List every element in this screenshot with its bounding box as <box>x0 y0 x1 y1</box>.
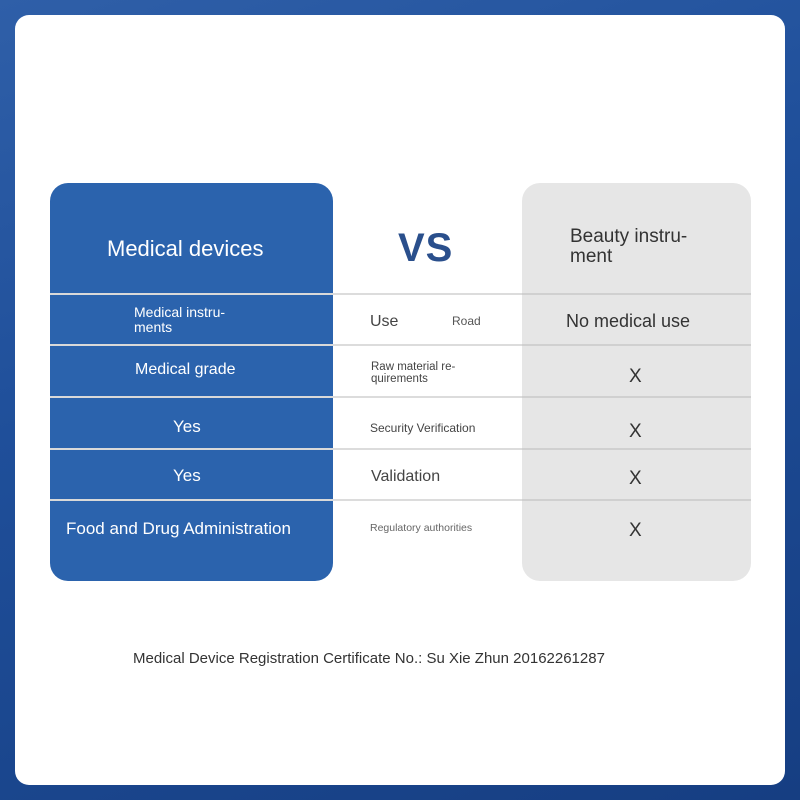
right-row-1: No medical use <box>566 311 691 331</box>
beauty-instrument-column <box>522 183 751 581</box>
left-row-1-line1: Medical instru- <box>134 304 226 320</box>
beauty-instrument-header <box>570 227 687 267</box>
row-divider <box>50 344 333 346</box>
right-row-3: X <box>629 421 642 442</box>
right-row-4: X <box>629 468 642 489</box>
beauty-header-line1: Beauty instru- <box>570 226 688 247</box>
vs-label: VS <box>398 226 454 270</box>
middle-row-3-label: Security Verification <box>370 421 476 435</box>
left-row-4: Yes <box>173 466 201 485</box>
row-divider <box>333 293 522 295</box>
registration-certificate-text: Medical Device Registration Certificate No.: Su Xie Zhun 20162261287 <box>133 650 605 667</box>
row-divider <box>333 499 522 501</box>
row-divider <box>333 344 522 346</box>
row-divider <box>522 448 751 450</box>
middle-row-4-label: Validation <box>371 468 441 485</box>
medical-devices-column <box>50 183 333 581</box>
row-divider <box>50 499 333 501</box>
middle-row-5-label: Regulatory authorities <box>370 522 473 534</box>
middle-row-1-extra: Road <box>452 314 481 328</box>
medical-devices-header: Medical devices <box>107 236 264 261</box>
middle-row-2-line1: Raw material re- <box>371 361 456 373</box>
row-divider <box>333 448 522 450</box>
middle-row-2-label <box>371 361 455 385</box>
row-divider <box>333 396 522 398</box>
beauty-header-line2: ment <box>570 245 613 267</box>
left-row-1 <box>134 305 225 334</box>
middle-row-2-line2: quirements <box>371 373 428 386</box>
row-divider <box>522 344 751 346</box>
row-divider <box>522 293 751 295</box>
left-row-1-line2: ments <box>134 318 173 335</box>
row-divider <box>50 396 333 398</box>
left-row-5: Food and Drug Administration <box>66 519 291 538</box>
right-row-2: X <box>629 366 642 387</box>
left-row-3: Yes <box>173 417 201 436</box>
left-row-2: Medical grade <box>135 361 236 378</box>
row-divider <box>50 448 333 450</box>
right-row-5: X <box>629 520 642 541</box>
row-divider <box>522 499 751 501</box>
middle-row-1-label: Use <box>370 313 399 330</box>
row-divider <box>522 396 751 398</box>
row-divider <box>50 293 333 295</box>
